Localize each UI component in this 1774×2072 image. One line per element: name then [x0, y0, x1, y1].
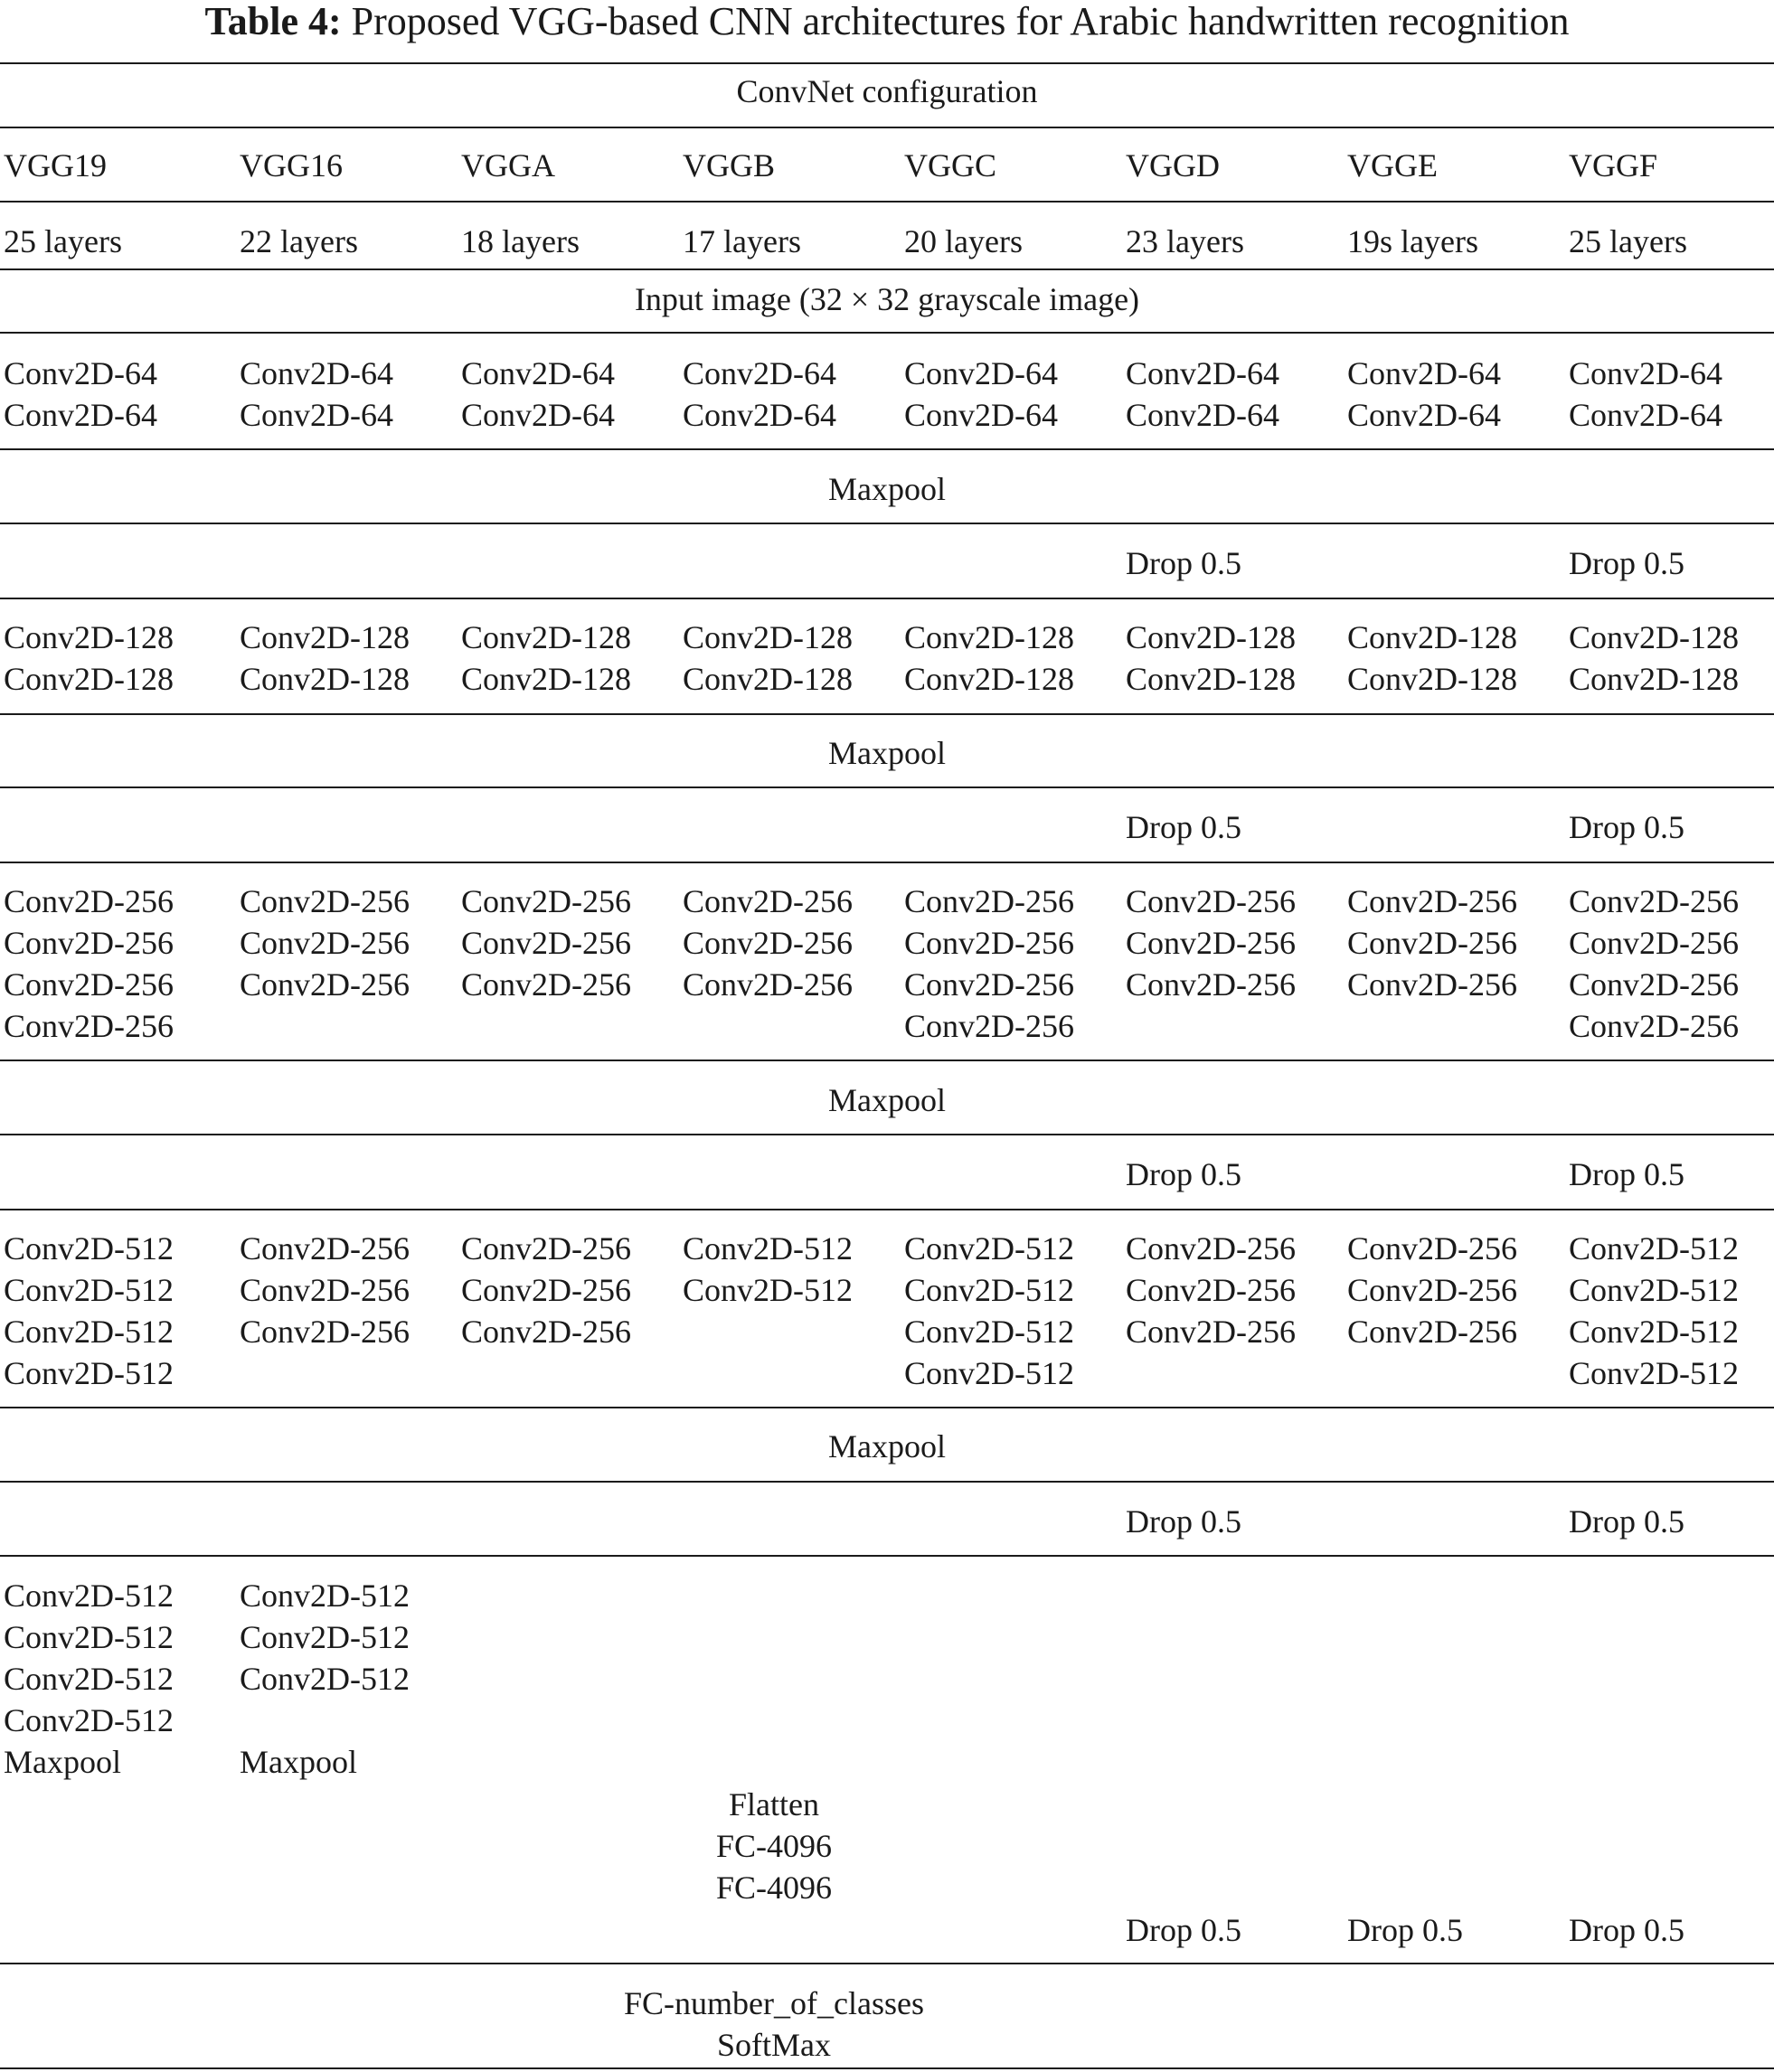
drop-vggf: Drop 0.5 [1569, 1503, 1684, 1540]
block1-vgg16: Conv2D-64 Conv2D-64 [240, 355, 393, 433]
model-name-vggc: VGGC [904, 147, 997, 184]
block4-vgge: Conv2D-256 Conv2D-256 Conv2D-256 [1347, 1230, 1517, 1350]
layer-count-vgge: 19s layers [1347, 223, 1478, 259]
layer-count-vgg16: 22 layers [240, 223, 358, 259]
block3-vggc: Conv2D-256 Conv2D-256 Conv2D-256 Conv2D-256 [904, 883, 1074, 1044]
block3-vgga: Conv2D-256 Conv2D-256 Conv2D-256 [461, 883, 631, 1003]
block2-vgg16: Conv2D-128 Conv2D-128 [240, 619, 410, 697]
rule [0, 127, 1774, 128]
model-name-vggf: VGGF [1569, 147, 1658, 184]
drop-vggd: Drop 0.5 [1126, 1503, 1241, 1540]
dense-layers: Flatten FC-4096 FC-4096 [715, 1786, 833, 1906]
block3-vgge: Conv2D-256 Conv2D-256 Conv2D-256 [1347, 883, 1517, 1003]
rule [0, 332, 1774, 334]
rule [0, 1134, 1774, 1135]
rule [0, 268, 1774, 270]
rule [0, 1963, 1774, 1964]
rule [0, 1060, 1774, 1061]
block4-vgg19: Conv2D-512 Conv2D-512 Conv2D-512 Conv2D-512 [4, 1230, 174, 1391]
block4-vgga: Conv2D-256 Conv2D-256 Conv2D-256 [461, 1230, 631, 1350]
caption-text: Proposed VGG-based CNN architectures for Arabic handwritten recognition [351, 0, 1570, 43]
block1-vgga: Conv2D-64 Conv2D-64 [461, 355, 615, 433]
drop-vggd: Drop 0.5 [1126, 545, 1241, 581]
bottom-rule [0, 2067, 1774, 2069]
block1-vgg19: Conv2D-64 Conv2D-64 [4, 355, 157, 433]
drop-vggf: Drop 0.5 [1569, 1912, 1684, 1948]
maxpool-row: Maxpool [828, 1082, 946, 1118]
rule [0, 598, 1774, 599]
model-name-vgg16: VGG16 [240, 147, 343, 184]
layer-count-vggc: 20 layers [904, 223, 1023, 259]
drop-vgge: Drop 0.5 [1347, 1912, 1463, 1948]
rule [0, 1481, 1774, 1483]
caption-label: Table 4: [204, 0, 342, 43]
layer-count-vggd: 23 layers [1126, 223, 1244, 259]
block2-vggd: Conv2D-128 Conv2D-128 [1126, 619, 1296, 697]
rule [0, 201, 1774, 202]
top-rule [0, 62, 1774, 64]
rule [0, 713, 1774, 715]
block2-vggb: Conv2D-128 Conv2D-128 [683, 619, 853, 697]
rule [0, 786, 1774, 788]
block1-vggb: Conv2D-64 Conv2D-64 [683, 355, 836, 433]
drop-vggf: Drop 0.5 [1569, 545, 1684, 581]
block2-vggf: Conv2D-128 Conv2D-128 [1569, 619, 1739, 697]
block1-vgge: Conv2D-64 Conv2D-64 [1347, 355, 1501, 433]
layer-count-vggb: 17 layers [683, 223, 801, 259]
layer-count-vgg19: 25 layers [4, 223, 122, 259]
block1-vggd: Conv2D-64 Conv2D-64 [1126, 355, 1279, 433]
rule [0, 523, 1774, 524]
model-name-vgga: VGGA [461, 147, 555, 184]
drop-vggf: Drop 0.5 [1569, 809, 1684, 845]
model-name-vgge: VGGE [1347, 147, 1438, 184]
drop-vggd: Drop 0.5 [1126, 1156, 1241, 1192]
block5-vgg16: Conv2D-512 Conv2D-512 Conv2D-512 Maxpool [240, 1578, 410, 1780]
block2-vggc: Conv2D-128 Conv2D-128 [904, 619, 1074, 697]
rule [0, 1555, 1774, 1557]
model-name-vggd: VGGD [1126, 147, 1220, 184]
block3-vggd: Conv2D-256 Conv2D-256 Conv2D-256 [1126, 883, 1296, 1003]
drop-vggd: Drop 0.5 [1126, 809, 1241, 845]
block1-vggc: Conv2D-64 Conv2D-64 [904, 355, 1058, 433]
rule [0, 1407, 1774, 1408]
block3-vgg19: Conv2D-256 Conv2D-256 Conv2D-256 Conv2D-256 [4, 883, 174, 1044]
block3-vggf: Conv2D-256 Conv2D-256 Conv2D-256 Conv2D-256 [1569, 883, 1739, 1044]
block2-vgga: Conv2D-128 Conv2D-128 [461, 619, 631, 697]
config-header: ConvNet configuration [736, 73, 1038, 109]
maxpool-row: Maxpool [828, 735, 946, 771]
rule [0, 448, 1774, 450]
input-row: Input image (32 × 32 grayscale image) [634, 281, 1140, 317]
rule [0, 862, 1774, 863]
drop-vggf: Drop 0.5 [1569, 1156, 1684, 1192]
layer-count-vgga: 18 layers [461, 223, 580, 259]
table-caption [0, 0, 1774, 43]
rule [0, 1209, 1774, 1210]
model-name-vggb: VGGB [683, 147, 776, 184]
output-layers: FC-number_of_classes SoftMax [624, 1985, 924, 2063]
block2-vgg19: Conv2D-128 Conv2D-128 [4, 619, 174, 697]
block4-vggc: Conv2D-512 Conv2D-512 Conv2D-512 Conv2D-512 [904, 1230, 1074, 1391]
maxpool-row: Maxpool [828, 471, 946, 507]
block4-vggf: Conv2D-512 Conv2D-512 Conv2D-512 Conv2D-512 [1569, 1230, 1739, 1391]
block4-vggb: Conv2D-512 Conv2D-512 [683, 1230, 853, 1308]
layer-count-vggf: 25 layers [1569, 223, 1687, 259]
model-name-vgg19: VGG19 [4, 147, 107, 184]
maxpool-row: Maxpool [828, 1428, 946, 1465]
block3-vgg16: Conv2D-256 Conv2D-256 Conv2D-256 [240, 883, 410, 1003]
block2-vgge: Conv2D-128 Conv2D-128 [1347, 619, 1517, 697]
block4-vgg16: Conv2D-256 Conv2D-256 Conv2D-256 [240, 1230, 410, 1350]
block5-vgg19: Conv2D-512 Conv2D-512 Conv2D-512 Conv2D-512 Maxpool [4, 1578, 174, 1780]
block3-vggb: Conv2D-256 Conv2D-256 Conv2D-256 [683, 883, 853, 1003]
block4-vggd: Conv2D-256 Conv2D-256 Conv2D-256 [1126, 1230, 1296, 1350]
drop-vggd: Drop 0.5 [1126, 1912, 1241, 1948]
block1-vggf: Conv2D-64 Conv2D-64 [1569, 355, 1722, 433]
